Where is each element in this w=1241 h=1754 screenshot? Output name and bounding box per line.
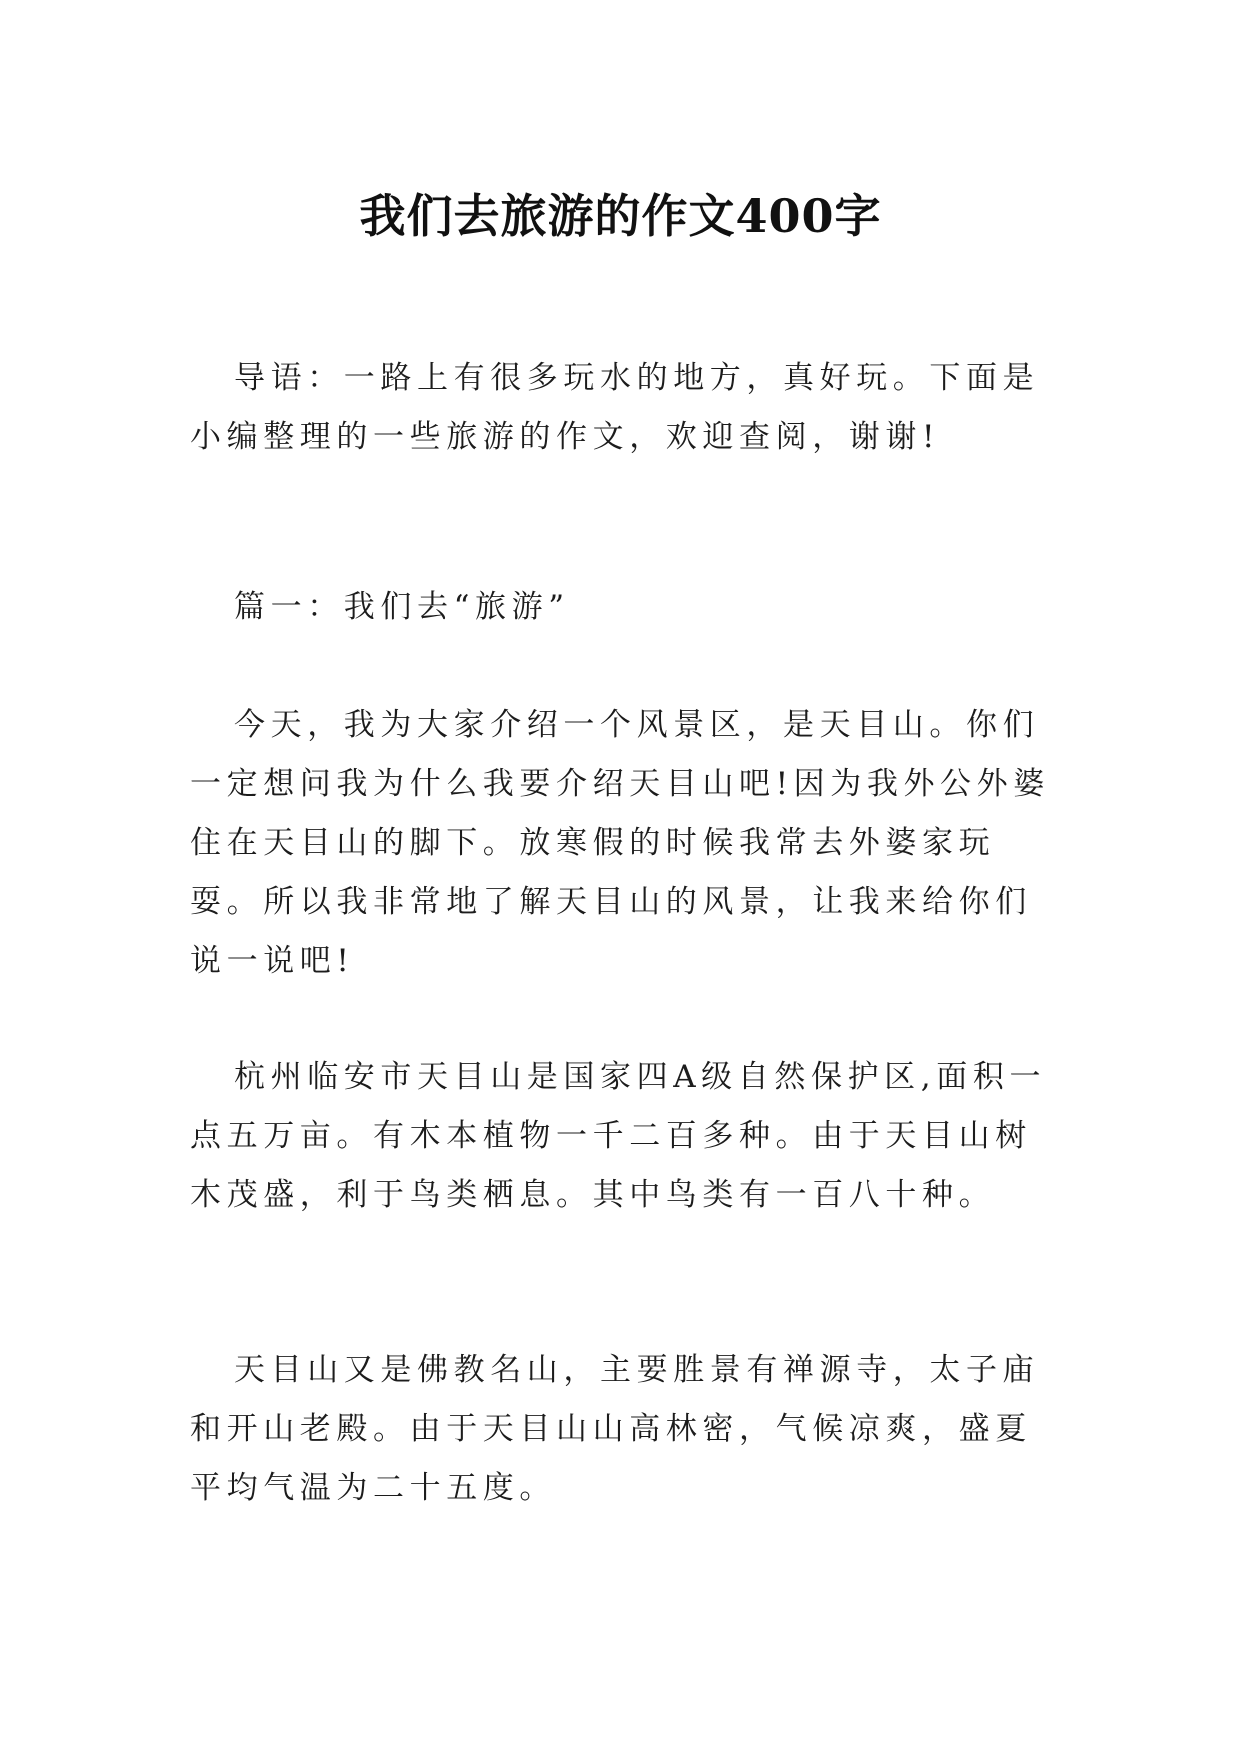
document-title: 我们去旅游的作文400字 (359, 188, 882, 243)
intro-paragraph: 导语：一路上有很多玩水的地方，真好玩。下面是小编整理的一些旅游的作文，欢迎查阅，谢谢! (190, 360, 1040, 455)
body-paragraph: 天目山又是佛教名山，主要胜景有禅源寺，太子庙和开山老殿。由于天目山山高林密，气候凉爽，盛夏平均气温为二十五度。 (190, 1352, 1040, 1506)
section-heading: 篇一：我们去“旅游” (234, 589, 570, 625)
body-paragraph: 杭州临安市天目山是国家四A级自然保护区,面积一点五万亩。有木本植物一千二百多种。由于天目山树木茂盛，利于鸟类栖息。其中鸟类有一百八十种。 (190, 1059, 1047, 1213)
body-paragraph: 今天，我为大家介绍一个风景区，是天目山。你们一定想问我为什么我要介绍天目山吧!因为我外公外婆住在天目山的脚下。放寒假的时候我常去外婆家玩耍。所以我非常地了解天目山的风景，让我来给你们说一说吧! (190, 707, 1050, 979)
